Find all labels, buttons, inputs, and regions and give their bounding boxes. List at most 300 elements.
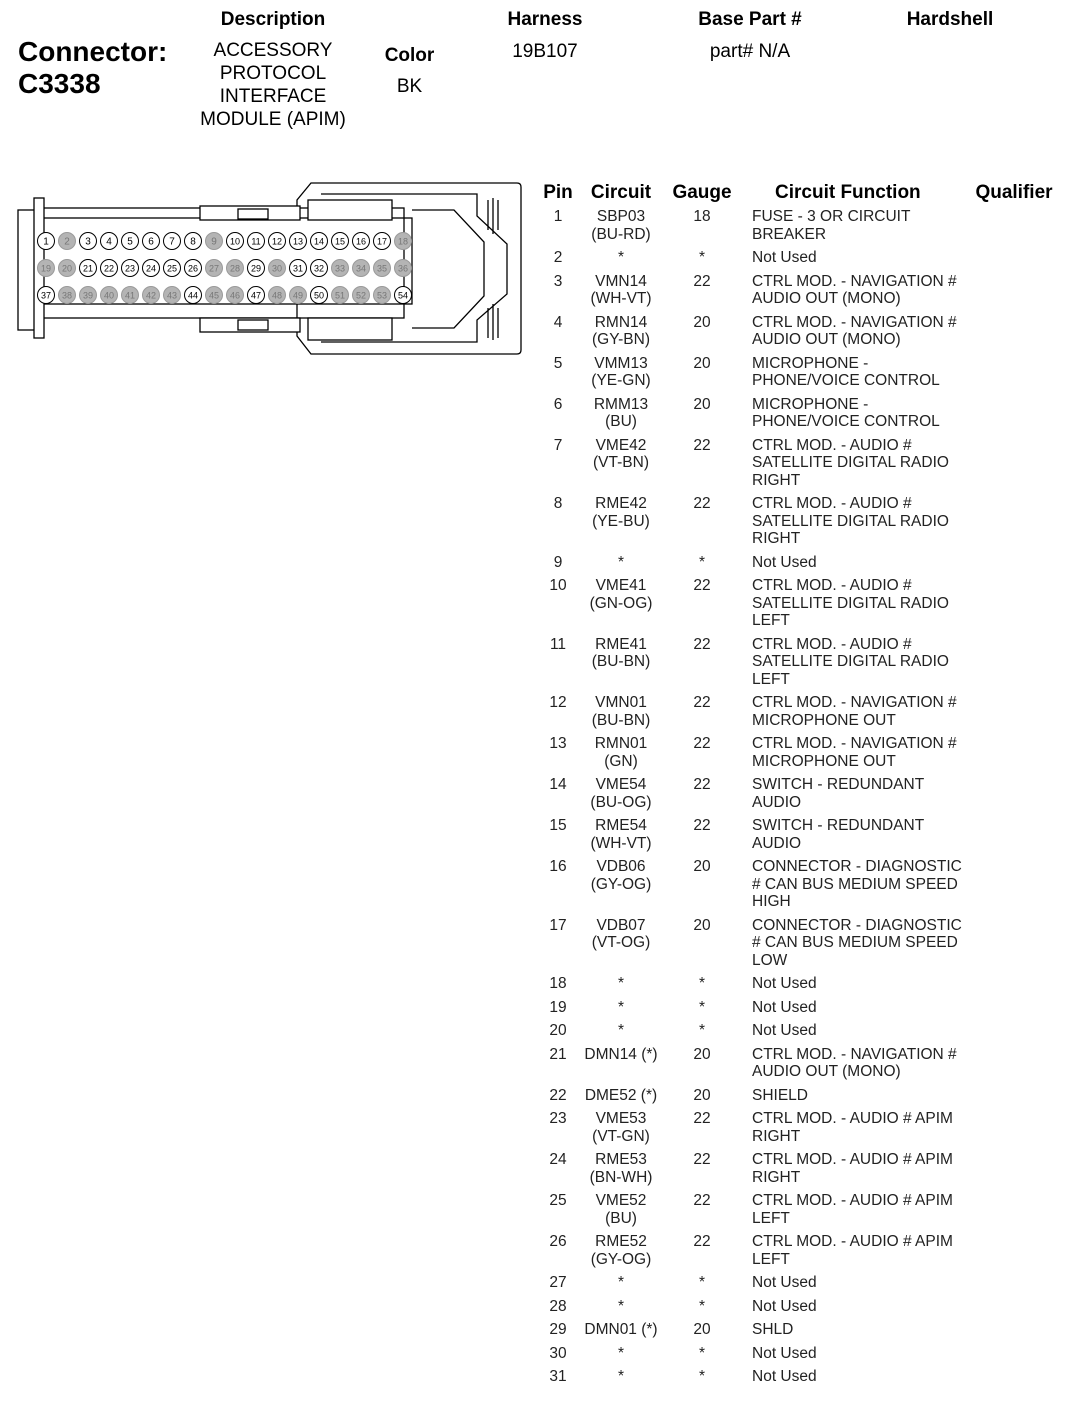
pin-cell: 31	[549, 1368, 567, 1385]
circuit-line: (GN-OG)	[589, 594, 653, 612]
qualifier-cell	[970, 1298, 1058, 1322]
circuit-line: RME54	[595, 817, 647, 834]
function-line: CTRL MOD. - AUDIO #	[752, 577, 912, 594]
table-row	[533, 1192, 1058, 1233]
function-line: Not Used	[752, 553, 817, 571]
pin-cell: 11	[549, 635, 567, 653]
pin-number-label: 54	[397, 290, 409, 301]
circuit-line: RME42	[595, 495, 647, 512]
description-line: INTERFACE	[219, 86, 327, 107]
gauge-cell: 22	[693, 495, 711, 512]
circuit-line: DME52 (*)	[584, 1086, 658, 1104]
function-line: Not Used	[752, 249, 817, 266]
pin-cell: 22	[549, 1086, 567, 1104]
gauge-cell: 22	[693, 436, 711, 454]
circuit-cell	[583, 314, 659, 355]
function-cell	[745, 1022, 970, 1046]
function-line: MICROPHONE OUT	[752, 752, 896, 770]
function-line: CTRL MOD. - AUDIO #	[752, 495, 912, 512]
circuit-cell	[583, 249, 659, 273]
circuit-cell	[583, 495, 659, 554]
function-line: RIGHT	[752, 1168, 801, 1186]
circuit-line: RME52	[595, 1233, 647, 1250]
table-row	[533, 1087, 1058, 1111]
function-line: SWITCH - REDUNDANT	[752, 817, 925, 834]
pin-number-label: 7	[169, 236, 175, 248]
circuit-line: (BU)	[605, 1209, 637, 1227]
pin-number-label: 43	[166, 290, 178, 301]
function-cell	[745, 355, 970, 396]
function-cell	[745, 776, 970, 817]
function-line: CTRL MOD. - AUDIO # APIM	[752, 1110, 953, 1127]
table-row	[533, 1046, 1058, 1087]
description-label: Description	[220, 9, 326, 30]
gauge-cell: 22	[693, 1233, 711, 1250]
function-line: RIGHT	[752, 530, 801, 547]
qualifier-cell	[970, 975, 1058, 999]
qualifier-cell	[970, 273, 1058, 314]
table-row	[533, 577, 1058, 636]
circuit-line: (WH-VT)	[590, 834, 652, 852]
gauge-column-header: Gauge	[672, 182, 732, 203]
function-cell	[745, 273, 970, 314]
pin-number-label: 29	[250, 263, 262, 274]
function-line: PHONE/VOICE CONTROL	[752, 413, 940, 430]
circuit-cell	[583, 636, 659, 695]
qualifier-cell	[970, 858, 1058, 917]
pin-number-label: 12	[271, 236, 283, 247]
gauge-cell: 22	[693, 735, 711, 752]
function-line: MICROPHONE -	[752, 354, 869, 372]
pin-number-label: 36	[397, 263, 409, 274]
circuit-line: RMN01	[594, 735, 648, 752]
pin-number-label: 11	[251, 236, 261, 247]
qualifier-cell	[970, 1192, 1058, 1233]
circuit-line: VDB06	[596, 858, 646, 875]
qualifier-cell	[970, 999, 1058, 1023]
function-line: CTRL MOD. - NAVIGATION #	[752, 694, 957, 711]
pin-number-label: 5	[127, 236, 133, 248]
pin-cell: 5	[553, 354, 563, 372]
table-header-row	[533, 180, 1058, 208]
pin-cell: 18	[549, 975, 567, 992]
pin-number-label: 37	[40, 290, 52, 301]
pin-rows	[533, 208, 1058, 1392]
function-cell	[745, 208, 970, 249]
qualifier-cell	[970, 776, 1058, 817]
pin-cell: 2	[553, 249, 563, 266]
connector-name	[18, 36, 188, 100]
function-line: HIGH	[752, 893, 791, 910]
pin-cell: 15	[549, 817, 567, 834]
circuit-line: (VT-BN)	[593, 454, 649, 471]
function-line: RIGHT	[752, 471, 801, 489]
description-line: ACCESSORY	[213, 40, 333, 61]
function-cell	[745, 636, 970, 695]
qualifier-cell	[970, 694, 1058, 735]
circuit-line: (GY-OG)	[590, 1250, 652, 1268]
function-cell	[745, 249, 970, 273]
function-line: CTRL MOD. - NAVIGATION #	[752, 272, 957, 290]
function-line: LEFT	[752, 612, 790, 629]
gauge-cell: 22	[693, 1110, 711, 1127]
function-cell	[745, 1345, 970, 1369]
pin-number-label: 27	[208, 263, 220, 274]
table-row	[533, 1022, 1058, 1046]
function-line: SATELLITE DIGITAL RADIO	[752, 454, 949, 471]
gauge-cell: 22	[693, 817, 711, 834]
circuit-line: (BU-RD)	[591, 225, 651, 243]
qualifier-cell	[970, 1110, 1058, 1151]
circuit-cell	[583, 999, 659, 1023]
pin-table	[533, 180, 1058, 1392]
circuit-cell	[583, 554, 659, 578]
pin-number-label: 18	[397, 236, 409, 247]
function-cell	[745, 437, 970, 496]
circuit-line: VME42	[595, 436, 647, 454]
gauge-cell: *	[698, 975, 706, 992]
base-part-value: part# N/A	[709, 41, 791, 62]
function-line: AUDIO OUT (MONO)	[752, 290, 901, 307]
function-line: FUSE - 3 OR CIRCUIT	[752, 208, 911, 225]
function-cell	[745, 735, 970, 776]
pin-number-label: 16	[355, 236, 367, 247]
circuit-line: *	[617, 998, 625, 1016]
table-row	[533, 314, 1058, 355]
function-cell	[745, 1151, 970, 1192]
function-line: CONNECTOR - DIAGNOSTIC	[752, 858, 962, 875]
function-line: RIGHT	[752, 1127, 801, 1145]
pin-number-label: 8	[190, 236, 196, 248]
pin-number-label: 6	[148, 236, 154, 248]
table-row	[533, 1321, 1058, 1345]
function-cell	[745, 1110, 970, 1151]
circuit-line: (BN-WH)	[589, 1168, 653, 1186]
description-line: MODULE (APIM)	[200, 109, 346, 130]
gauge-cell: 18	[693, 208, 711, 225]
function-line: CTRL MOD. - AUDIO # APIM	[752, 1233, 953, 1250]
pin-number-label: 47	[250, 290, 262, 301]
table-row	[533, 999, 1058, 1023]
circuit-cell	[583, 1274, 659, 1298]
circuit-cell	[583, 273, 659, 314]
table-row	[533, 858, 1058, 917]
function-line: LOW	[752, 951, 788, 969]
circuit-cell	[583, 1321, 659, 1345]
harness-value: 19B107	[512, 41, 578, 62]
qualifier-cell	[970, 1087, 1058, 1111]
pin-cell: 10	[549, 577, 567, 594]
circuit-line: RMM13	[593, 395, 649, 413]
qualifier-cell	[970, 1274, 1058, 1298]
qualifier-column-header: Qualifier	[975, 182, 1053, 203]
pin-number-label: 31	[292, 263, 304, 274]
circuit-cell	[583, 1233, 659, 1274]
function-line: Not Used	[752, 998, 817, 1016]
pin-number-label: 49	[292, 290, 304, 301]
circuit-line: *	[617, 553, 625, 571]
qualifier-cell	[970, 208, 1058, 249]
circuit-line: (WH-VT)	[590, 290, 652, 307]
function-cell	[745, 1274, 970, 1298]
circuit-line: DMN14 (*)	[584, 1045, 658, 1063]
circuit-cell	[583, 1345, 659, 1369]
function-line: # CAN BUS MEDIUM SPEED	[752, 875, 958, 893]
circuit-line: SBP03	[596, 208, 646, 225]
circuit-line: VME54	[595, 776, 647, 793]
circuit-cell	[583, 1298, 659, 1322]
table-row	[533, 735, 1058, 776]
pin-cell: 9	[553, 553, 563, 571]
pin-number-label: 13	[292, 236, 304, 247]
function-line: LEFT	[752, 1209, 790, 1227]
function-cell	[745, 858, 970, 917]
table-row	[533, 1345, 1058, 1369]
qualifier-cell	[970, 735, 1058, 776]
pin-cell: 12	[549, 694, 567, 711]
circuit-line: (YE-GN)	[591, 372, 651, 389]
qualifier-cell	[970, 495, 1058, 554]
circuit-line: (YE-BU)	[592, 512, 650, 530]
circuit-cell	[583, 1046, 659, 1087]
pin-cell: 8	[553, 495, 563, 512]
gauge-cell: 22	[693, 1151, 711, 1168]
function-line: SATELLITE DIGITAL RADIO	[752, 594, 949, 612]
function-cell	[745, 917, 970, 976]
pin-number-label: 33	[334, 263, 346, 274]
pin-number-label: 4	[106, 236, 112, 248]
function-line: CONNECTOR - DIAGNOSTIC	[752, 916, 962, 934]
function-column-header: Circuit Function	[775, 182, 921, 203]
pin-number-label: 40	[103, 290, 115, 301]
function-line: LEFT	[752, 1250, 790, 1268]
function-cell	[745, 577, 970, 636]
pin-cell: 30	[549, 1344, 567, 1362]
pin-number-label: 19	[40, 263, 52, 274]
circuit-line: RME41	[595, 635, 647, 653]
circuit-cell	[583, 437, 659, 496]
pin-number-label: 10	[229, 236, 241, 247]
table-row	[533, 1274, 1058, 1298]
gauge-cell: *	[698, 249, 706, 266]
function-line: PHONE/VOICE CONTROL	[752, 372, 940, 389]
pin-cell: 16	[549, 858, 567, 875]
pin-number-label: 20	[61, 263, 73, 274]
function-line: SATELLITE DIGITAL RADIO	[752, 653, 949, 670]
pin-cell: 13	[549, 735, 567, 752]
pin-number-label: 46	[229, 290, 241, 301]
function-cell	[745, 396, 970, 437]
table-row	[533, 208, 1058, 249]
function-line: MICROPHONE -	[752, 395, 869, 413]
circuit-line: (BU-OG)	[590, 793, 652, 811]
circuit-line: VME52	[595, 1192, 647, 1209]
qualifier-cell	[970, 917, 1058, 976]
qualifier-cell	[970, 1233, 1058, 1274]
circuit-cell	[583, 577, 659, 636]
pin-column-header: Pin	[543, 182, 573, 203]
table-row	[533, 1298, 1058, 1322]
qualifier-cell	[970, 1345, 1058, 1369]
circuit-line: (BU-BN)	[591, 711, 651, 729]
gauge-cell: 20	[693, 916, 711, 934]
color-value: BK	[396, 76, 423, 97]
gauge-cell: 20	[693, 1321, 711, 1338]
circuit-line: *	[617, 1022, 625, 1039]
pin-number-label: 1	[43, 236, 49, 248]
circuit-line: *	[617, 1368, 625, 1385]
qualifier-cell	[970, 1321, 1058, 1345]
pin-number-label: 21	[82, 263, 94, 274]
pin-number-label: 32	[313, 263, 325, 274]
pin-number-label: 50	[313, 290, 325, 301]
function-cell	[745, 495, 970, 554]
table-row	[533, 817, 1058, 858]
function-cell	[745, 1298, 970, 1322]
gauge-cell: *	[698, 1344, 706, 1362]
pin-number-label: 15	[334, 236, 346, 247]
pin-number-label: 23	[124, 263, 136, 274]
qualifier-cell	[970, 1368, 1058, 1392]
pin-cell: 21	[549, 1045, 567, 1063]
circuit-cell	[583, 1110, 659, 1151]
circuit-line: VMN01	[595, 694, 647, 711]
pin-cell: 3	[553, 272, 563, 290]
pin-cell: 28	[549, 1297, 567, 1315]
table-row	[533, 1151, 1058, 1192]
function-line: Not Used	[752, 1344, 817, 1362]
function-line: AUDIO	[752, 834, 802, 852]
function-line: MICROPHONE OUT	[752, 711, 896, 729]
pin-number-label: 39	[82, 290, 94, 301]
function-line: Not Used	[752, 1022, 817, 1039]
gauge-cell: 20	[693, 313, 711, 331]
table-row	[533, 355, 1058, 396]
qualifier-cell	[970, 817, 1058, 858]
function-line: Not Used	[752, 1274, 817, 1291]
function-cell	[745, 314, 970, 355]
connector-id: C3338	[18, 68, 101, 99]
pin-cell: 1	[553, 208, 563, 225]
gauge-cell: 22	[693, 577, 711, 594]
function-line: SATELLITE DIGITAL RADIO	[752, 512, 949, 530]
pin-cell: 24	[549, 1151, 567, 1168]
function-line: AUDIO OUT (MONO)	[752, 1063, 901, 1080]
function-cell	[745, 1368, 970, 1392]
table-row	[533, 1110, 1058, 1151]
pin-cell: 7	[553, 436, 563, 454]
gauge-cell: *	[698, 998, 706, 1016]
description-value	[183, 39, 363, 131]
qualifier-cell	[970, 1022, 1058, 1046]
function-line: SHLD	[752, 1321, 794, 1338]
pin-number-label: 3	[85, 236, 91, 248]
circuit-cell	[583, 975, 659, 999]
circuit-line: VME41	[595, 577, 647, 594]
base-part-label: Base Part #	[698, 9, 802, 30]
function-line: Not Used	[752, 975, 817, 992]
pin-cell: 6	[553, 395, 563, 413]
circuit-cell	[583, 1368, 659, 1392]
pin-cell: 26	[549, 1233, 567, 1250]
circuit-line: RME53	[595, 1151, 647, 1168]
pin-number-label: 30	[271, 263, 283, 274]
pin-number-label: 51	[334, 290, 346, 301]
function-cell	[745, 1046, 970, 1087]
description-line: PROTOCOL	[219, 63, 327, 84]
function-cell	[745, 554, 970, 578]
qualifier-cell	[970, 314, 1058, 355]
pin-number-label: 41	[124, 290, 136, 301]
table-row	[533, 917, 1058, 976]
table-row	[533, 273, 1058, 314]
function-line: # CAN BUS MEDIUM SPEED	[752, 934, 958, 951]
connector-face-diagram	[14, 180, 524, 360]
table-row	[533, 249, 1058, 273]
function-line: Not Used	[752, 1368, 817, 1385]
circuit-line: DMN01 (*)	[584, 1321, 658, 1338]
table-row	[533, 694, 1058, 735]
table-row	[533, 975, 1058, 999]
circuit-cell	[583, 735, 659, 776]
gauge-cell: *	[698, 1022, 706, 1039]
table-row	[533, 495, 1058, 554]
qualifier-cell	[970, 577, 1058, 636]
circuit-cell	[583, 208, 659, 249]
circuit-line: (VT-OG)	[591, 934, 651, 951]
circuit-cell	[583, 817, 659, 858]
function-cell	[745, 1233, 970, 1274]
pin-number-label: 14	[313, 236, 325, 247]
gauge-cell: 22	[693, 635, 711, 653]
circuit-cell	[583, 355, 659, 396]
connector-label: Connector:	[18, 36, 168, 67]
pin-number-label: 45	[208, 290, 220, 301]
qualifier-cell	[970, 437, 1058, 496]
pin-cell: 14	[549, 776, 567, 793]
circuit-line: (GY-BN)	[592, 331, 650, 348]
pin-number-label: 2	[64, 236, 70, 248]
function-cell	[745, 694, 970, 735]
function-cell	[745, 817, 970, 858]
function-line: CTRL MOD. - AUDIO # APIM	[752, 1151, 953, 1168]
pin-number-label: 48	[271, 290, 283, 301]
pin-number-label: 44	[187, 290, 199, 301]
circuit-line: *	[617, 1344, 625, 1362]
circuit-line: (BU)	[605, 413, 637, 430]
function-line: Not Used	[752, 1297, 817, 1315]
pin-cell: 27	[549, 1274, 567, 1291]
circuit-line: (VT-GN)	[592, 1127, 650, 1145]
circuit-line: *	[617, 975, 625, 992]
pin-number-label: 42	[145, 290, 157, 301]
pin-number-label: 24	[145, 263, 157, 274]
color-label: Color	[384, 45, 435, 66]
circuit-cell	[583, 917, 659, 976]
gauge-cell: *	[698, 1368, 706, 1385]
qualifier-cell	[970, 636, 1058, 695]
circuit-line: VDB07	[596, 916, 646, 934]
circuit-line: (BU-BN)	[591, 653, 651, 670]
function-line: AUDIO	[752, 793, 802, 811]
gauge-cell: 20	[693, 1045, 711, 1063]
table-row	[533, 636, 1058, 695]
function-line: CTRL MOD. - NAVIGATION #	[752, 313, 957, 331]
circuit-cell	[583, 1087, 659, 1111]
circuit-cell	[583, 776, 659, 817]
qualifier-cell	[970, 396, 1058, 437]
gauge-cell: 20	[693, 395, 711, 413]
